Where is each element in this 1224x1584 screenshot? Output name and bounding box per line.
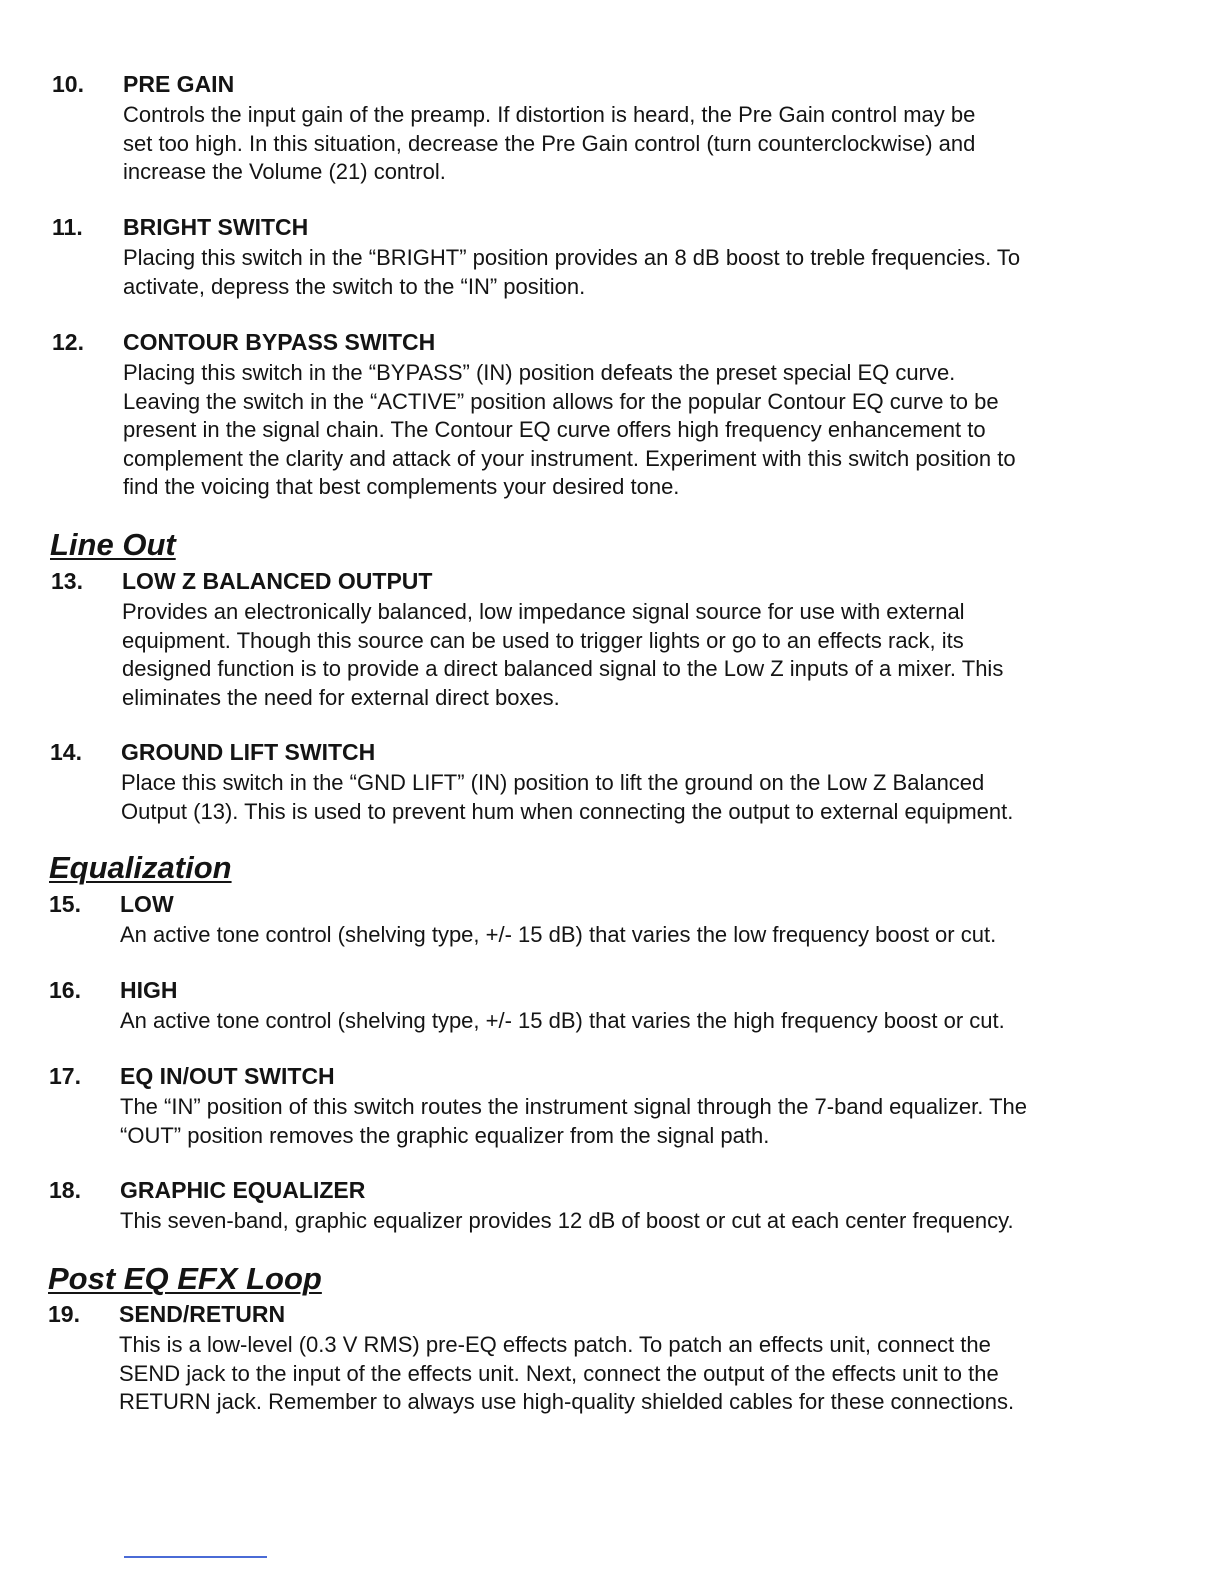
item-title: CONTOUR BYPASS SWITCH <box>123 329 436 355</box>
item-number: 12. <box>52 329 84 355</box>
item-description: The “IN” position of this switch routes the instrument signal through the 7-band equalizer. The “OUT” position removes the graphic equalizer from the signal path. <box>120 1094 1027 1148</box>
item-description: Placing this switch in the “BYPASS” (IN) position defeats the preset special EQ curve. Leaving the switch in the “ACTIVE” position allows for the popular Contour EQ curve to be present in the signal chain. The Contour EQ curve offers high frequency enhancement to complement the clarity and attack of your instrument. Experiment with this switch position to find the voicing that best complements your desired tone. <box>123 360 1016 499</box>
item-description: Provides an electronically balanced, low impedance signal source for use with external equipment. Though this source can be used to trigger lights or go to an effects rack, its designed function is to provide a direct balanced signal to the Low Z inputs of a mixer. This eliminates the need for external direct boxes. <box>122 599 1004 710</box>
item-title: LOW Z BALANCED OUTPUT <box>122 568 433 594</box>
item-title: GROUND LIFT SWITCH <box>121 739 376 765</box>
item-number: 19. <box>48 1301 80 1327</box>
item-number: 15. <box>49 891 81 917</box>
item-number: 16. <box>49 977 81 1003</box>
section-heading-post-eq-efx-loop: Post EQ EFX Loop <box>48 1261 322 1296</box>
item-title: GRAPHIC EQUALIZER <box>120 1177 366 1203</box>
footer-rule <box>124 1556 267 1558</box>
item-description: Placing this switch in the “BRIGHT” position provides an 8 dB boost to treble frequencies. To activate, depress the switch to the “IN” position. <box>123 245 1021 299</box>
item-title: HIGH <box>120 977 178 1003</box>
item-description: This is a low-level (0.3 V RMS) pre-EQ effects patch. To patch an effects unit, connect the SEND jack to the input of the effects unit. Next, connect the output of the effects unit to the RETURN jack. Remember to always use high-quality shielded cables for these connections. <box>119 1332 1015 1414</box>
item-number: 14. <box>50 739 82 765</box>
item-title: SEND/RETURN <box>119 1301 286 1327</box>
item-description: An active tone control (shelving type, +/- 15 dB) that varies the low frequency boost or cut. <box>120 922 997 947</box>
section-heading-equalization: Equalization <box>49 850 232 885</box>
item-title: PRE GAIN <box>123 71 235 97</box>
item-number: 13. <box>51 568 83 594</box>
item-number: 11. <box>52 214 83 240</box>
item-title: BRIGHT SWITCH <box>123 214 309 240</box>
item-number: 10. <box>52 71 84 97</box>
item-description: Controls the input gain of the preamp. If distortion is heard, the Pre Gain control may be set too high. In this situation, decrease the Pre Gain control (turn counterclockwise) and increase the Volume (21) control. <box>123 102 976 184</box>
item-number: 18. <box>49 1177 81 1203</box>
item-number: 17. <box>49 1063 81 1089</box>
item-title: EQ IN/OUT SWITCH <box>120 1063 335 1089</box>
item-description: Place this switch in the “GND LIFT” (IN) position to lift the ground on the Low Z Balanced Output (13). This is used to prevent hum when connecting the output to external equipment. <box>121 770 1014 824</box>
item-description: This seven-band, graphic equalizer provides 12 dB of boost or cut at each center frequency. <box>120 1208 1014 1233</box>
item-title: LOW <box>120 891 174 917</box>
item-description: An active tone control (shelving type, +/- 15 dB) that varies the high frequency boost or cut. <box>120 1008 1005 1033</box>
section-heading-line-out: Line Out <box>50 527 176 562</box>
